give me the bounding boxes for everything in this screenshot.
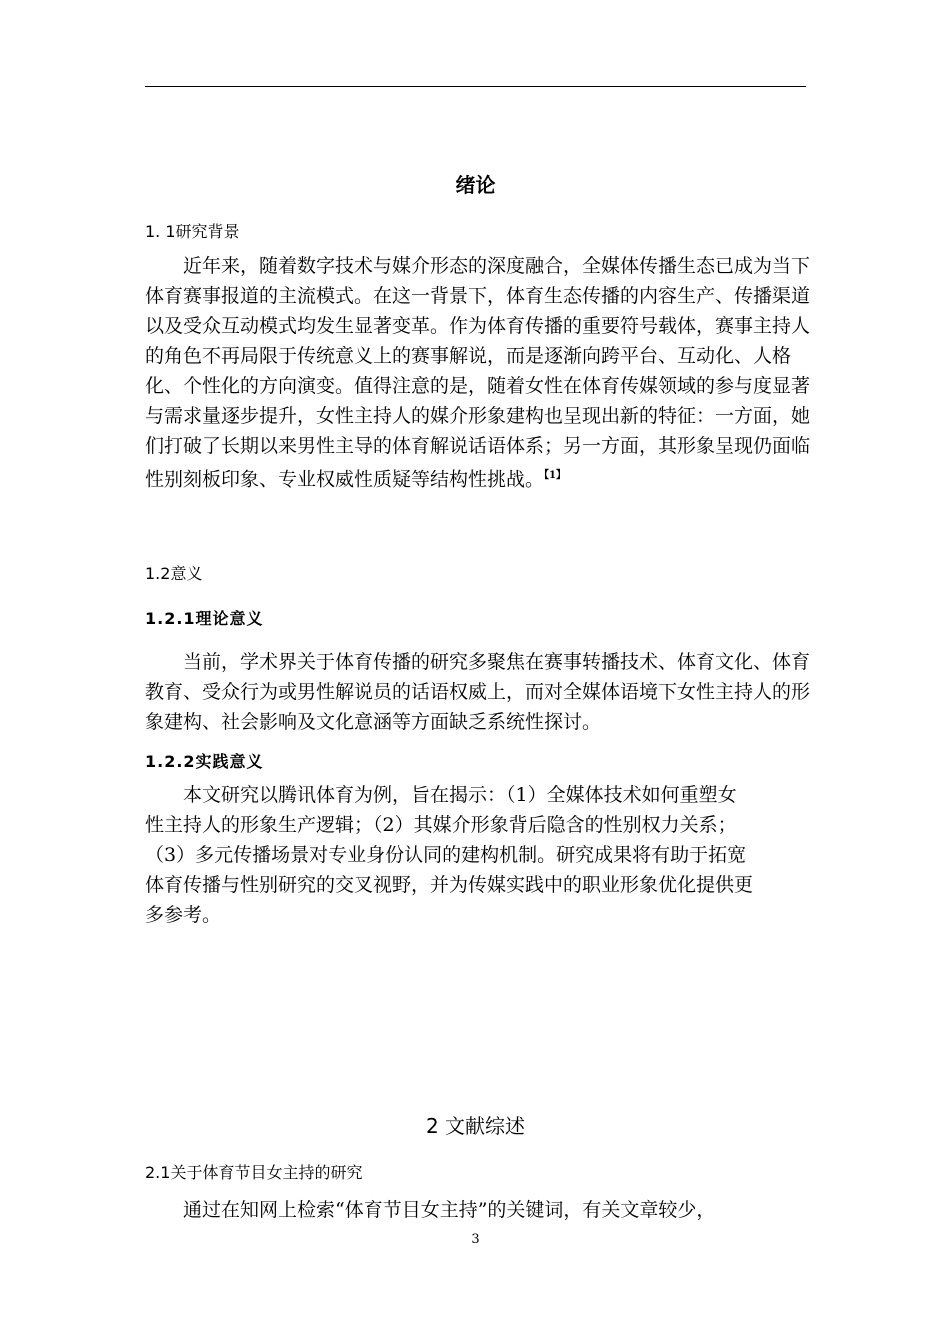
paragraph-theoretical-significance: 当前，学术界关于体育传播的研究多聚焦在赛事转播技术、体育文化、体育教育、受众行为或男性解说员的话语权威上，而对全媒体语境下女性主持人的形象建构、社会影响及文化意涵等方面缺乏系统性探讨。 <box>145 651 811 733</box>
text-line: 本文研究以腾讯体育为例，旨在揭示：（1）全媒体技术如何重塑女 <box>183 784 737 806</box>
paragraph-research-background <box>145 251 813 494</box>
section-heading-2-1: 2.1关于体育节目女主持的研究 <box>145 1163 363 1182</box>
text-line: 多参考。 <box>145 904 222 926</box>
chapter-title-2: 2 文献综述 <box>425 1114 526 1138</box>
page-number: 3 <box>471 1232 480 1247</box>
section-heading-1-2-1: 1.2.1理论意义 <box>145 609 264 628</box>
paragraph-practical-significance <box>145 780 813 930</box>
text-line: 体育传播与性别研究的交叉视野，并为传媒实践中的职业形象优化提供更 <box>145 874 754 896</box>
section-heading-1-2-2: 1.2.2实践意义 <box>145 752 264 771</box>
paragraph-literature-review: 通过在知网上检索“体育节目女主持”的关键词，有关文章较少， <box>183 1199 716 1221</box>
text-line: （3）多元传播场景对专业身份认同的建构机制。研究成果将有助于拓宽 <box>145 844 747 866</box>
header-rule <box>145 86 806 87</box>
citation-marker: 【1】 <box>544 470 566 481</box>
section-heading-1-2: 1.2意义 <box>145 564 203 583</box>
chapter-title: 绪论 <box>455 173 496 197</box>
text-line: 性主持人的形象生产逻辑；（2）其媒介形象背后隐含的性别权力关系； <box>145 814 737 836</box>
paragraph-text: 近年来，随着数字技术与媒介形态的深度融合，全媒体传播生态已成为当下体育赛事报道的主流模式。在这一背景下，体育生态传播的内容生产、传播渠道以及受众互动模式均发生显著变革。作为体育传播的重要符号载体，赛事主持人的角色不再局限于传统意义上的赛事解说，而是逐渐向跨平台、互动化、人格化、个性化的方向演变。值得注意的是，随着女性在体育传媒领域的参与度显著与需求量逐步提升，女性主持人的媒介形象建构也呈现出新的特征：一方面，她们打破了长期以来男性主导的体育解说话语体系；另一方面，其形象呈现仍面临性别刻板印象、专业权威性质疑等结构性挑战。 <box>145 255 811 491</box>
section-heading-1-1: 1. 1研究背景 <box>145 222 240 241</box>
